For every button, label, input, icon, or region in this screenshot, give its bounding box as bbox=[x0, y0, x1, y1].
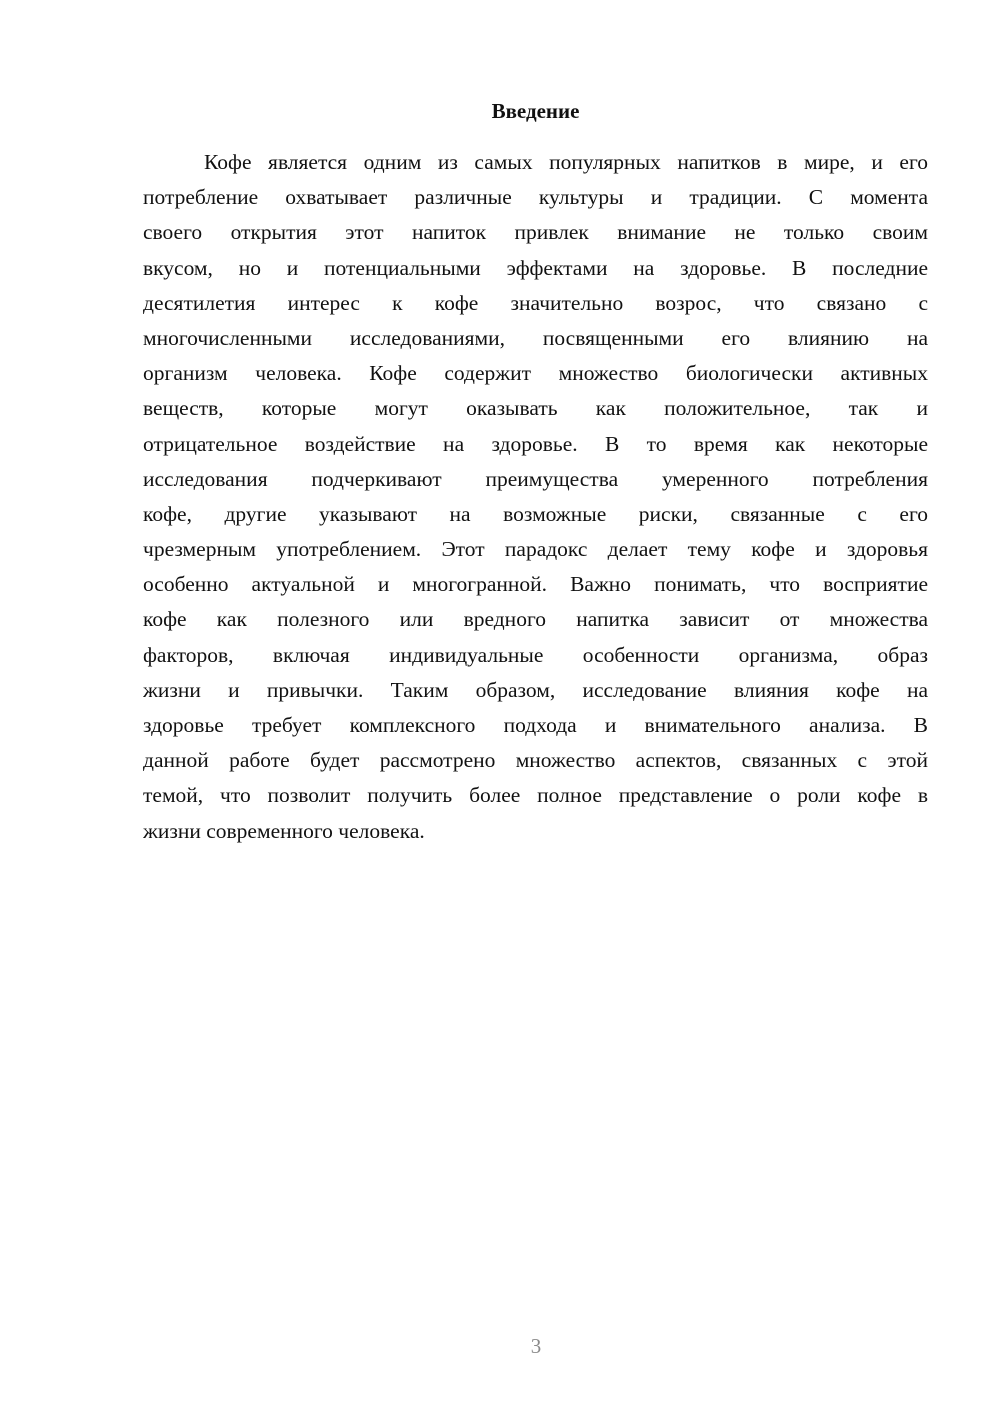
paragraph-line: жизни и привычки. Таким образом, исследование влияния кофе на bbox=[143, 677, 928, 702]
paragraph-line: вкусом, но и потенциальными эффектами на здоровье. В последние bbox=[143, 255, 928, 280]
paragraph-line: своего открытия этот напиток привлек внимание не только своим bbox=[143, 220, 928, 245]
paragraph-line: жизни современного человека. bbox=[143, 818, 425, 843]
paragraph-line: отрицательное воздействие на здоровье. В то время как некоторые bbox=[143, 431, 928, 456]
section-heading: Введение bbox=[491, 99, 580, 123]
page-number: 3 bbox=[530, 1334, 542, 1358]
paragraph-line: особенно актуальной и многогранной. Важно понимать, что восприятие bbox=[143, 572, 928, 597]
paragraph-line: потребление охватывает различные культуры и традиции. С момента bbox=[143, 185, 928, 210]
paragraph-line: здоровье требует комплексного подхода и внимательного анализа. В bbox=[143, 713, 928, 737]
paragraph-line: Кофе является одним из самых популярных напитков в мире, и его bbox=[204, 150, 928, 174]
paragraph-line: исследования подчеркивают преимущества умеренного потребления bbox=[143, 466, 928, 491]
paragraph-line: факторов, включая индивидуальные особенности организма, образ bbox=[143, 642, 928, 667]
paragraph-line: десятилетия интерес к кофе значительно возрос, что связано с bbox=[143, 290, 928, 315]
intro-paragraph bbox=[143, 145, 928, 849]
paragraph-line: многочисленными исследованиями, посвященными его влиянию на bbox=[143, 325, 928, 350]
paragraph-line: чрезмерным употреблением. Этот парадокс делает тему кофе и здоровья bbox=[143, 537, 928, 562]
paragraph-line: кофе как полезного или вредного напитка зависит от множества bbox=[143, 607, 928, 632]
paragraph-line: темой, что позволит получить более полное представление о роли кофе в bbox=[143, 783, 928, 808]
paragraph-line: веществ, которые могут оказывать как положительное, так и bbox=[143, 396, 928, 421]
paragraph-line: организм человека. Кофе содержит множество биологически активных bbox=[143, 361, 928, 386]
paragraph-line: кофе, другие указывают на возможные риски, связанные с его bbox=[143, 501, 928, 526]
paragraph-line: данной работе будет рассмотрено множество аспектов, связанных с этой bbox=[143, 748, 928, 773]
